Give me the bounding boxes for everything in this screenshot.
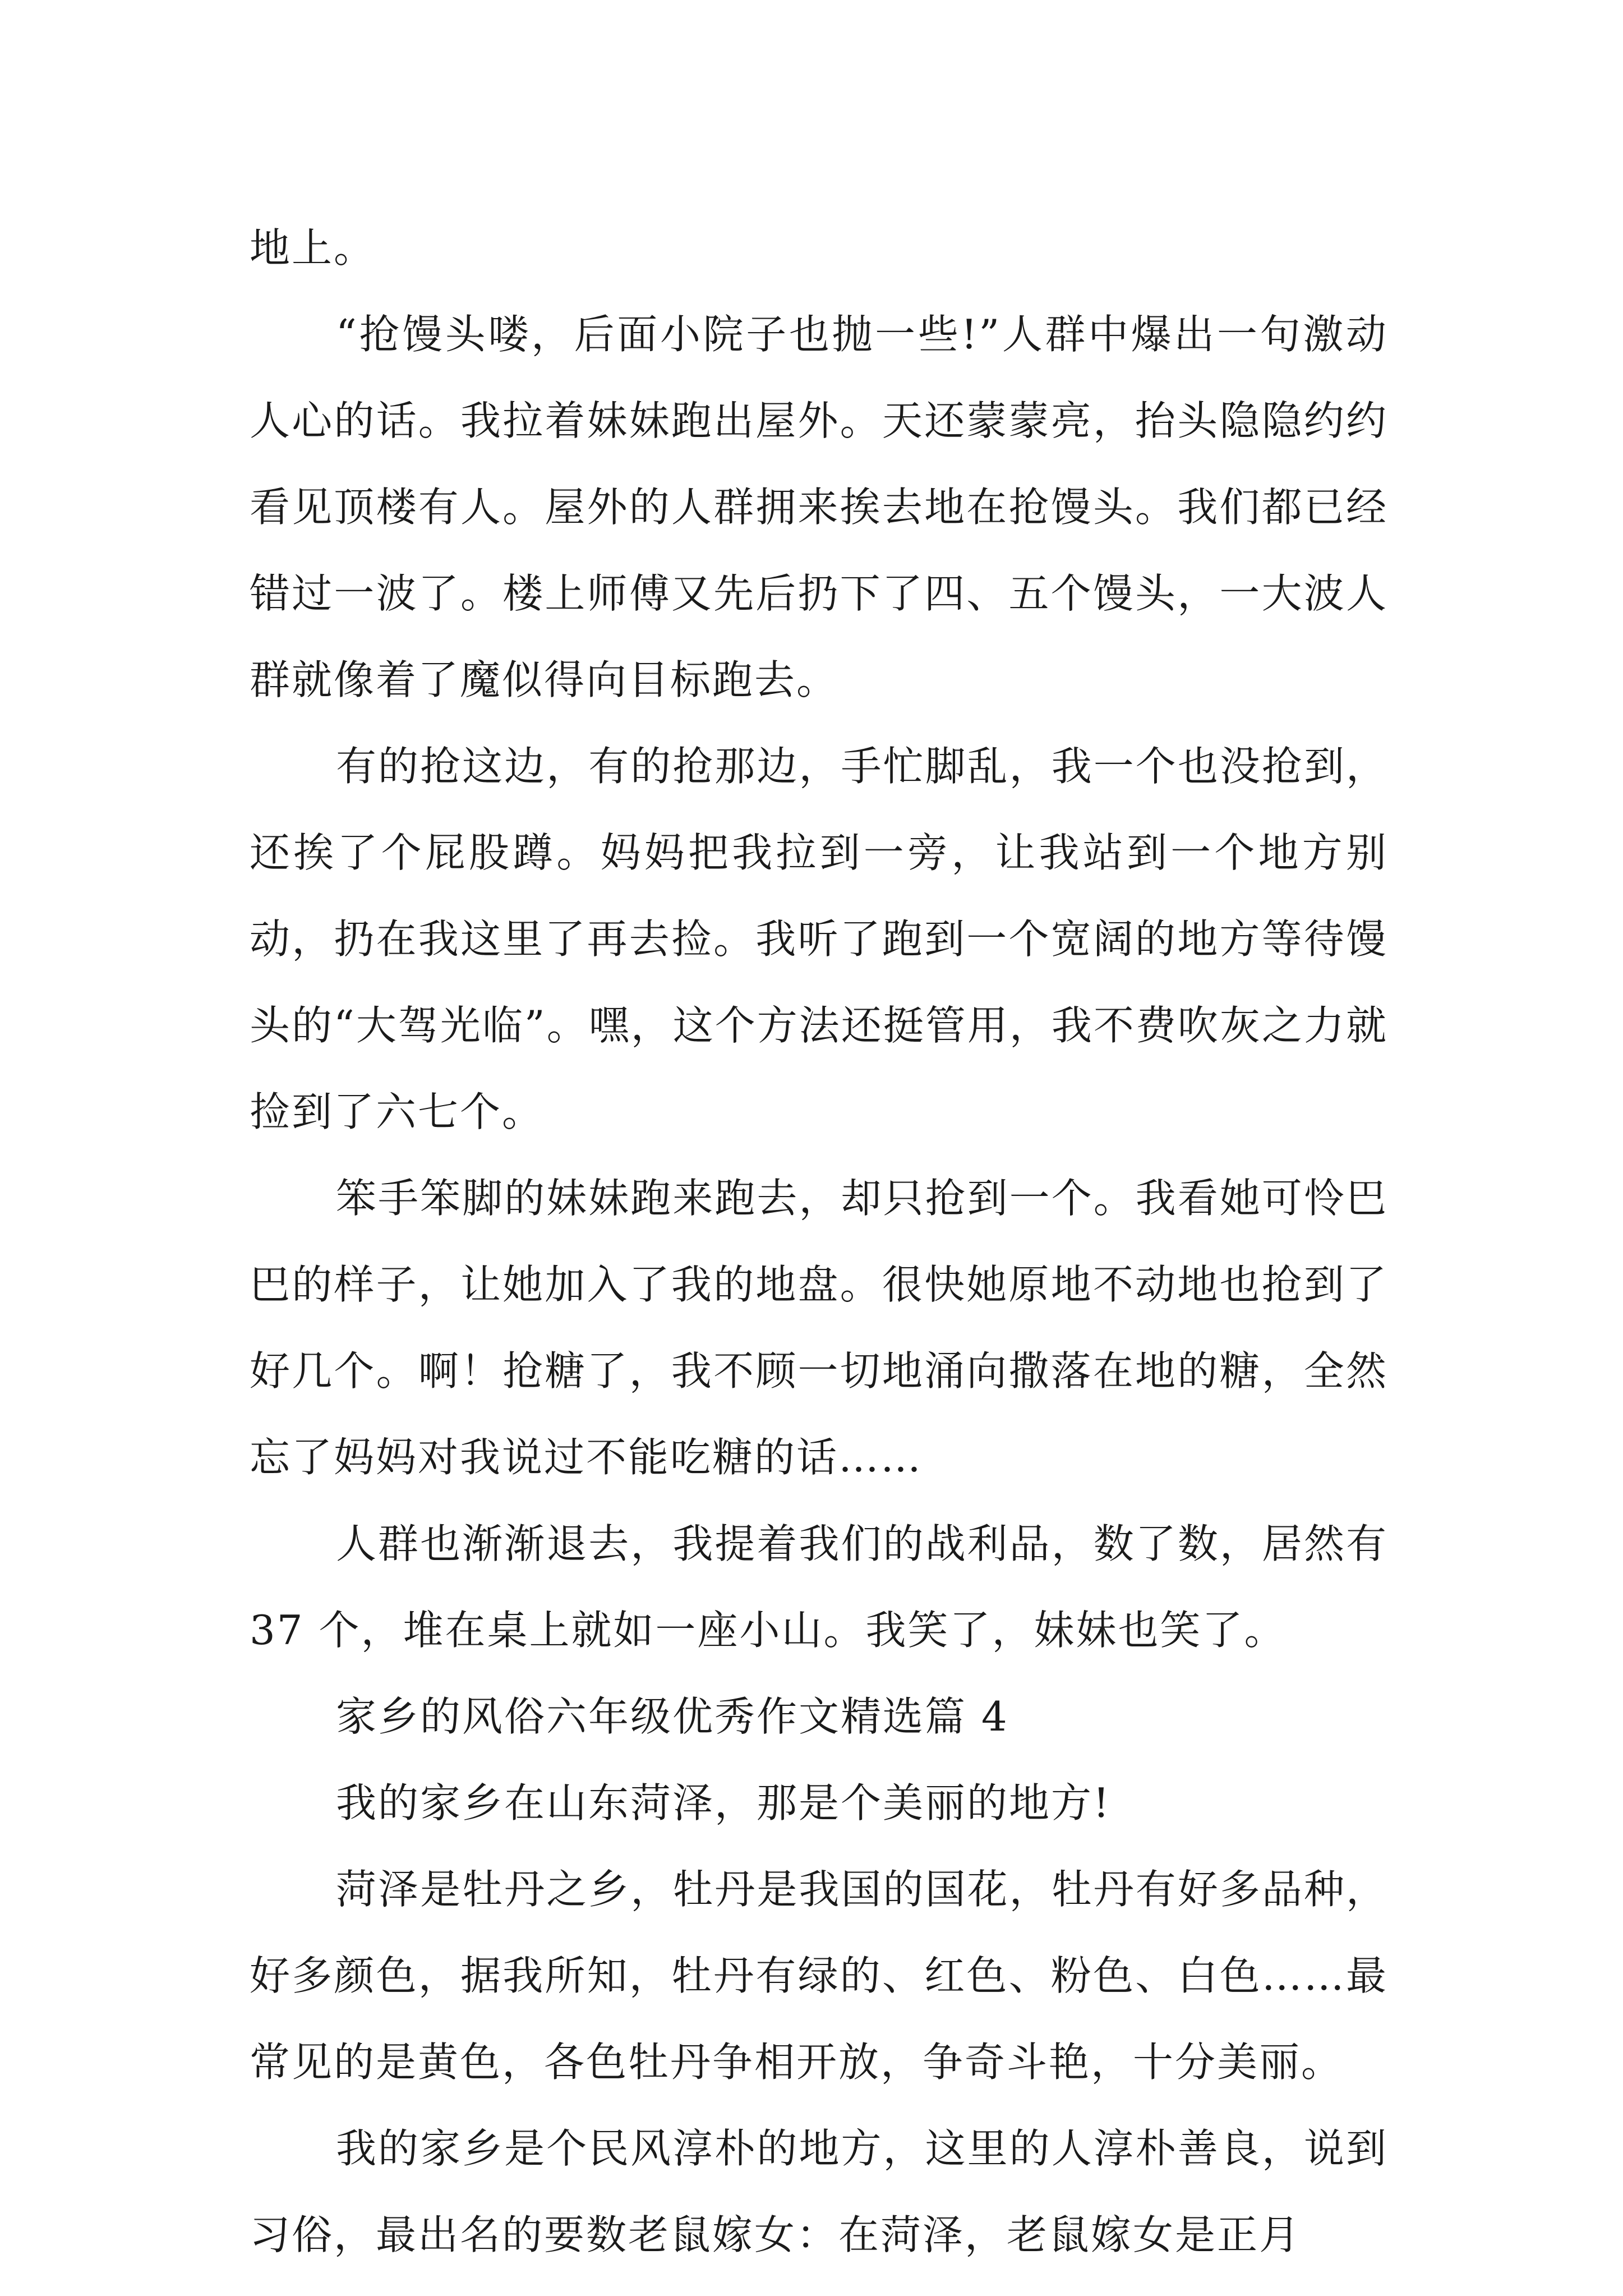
paragraph: “抢馒头喽，后面小院子也抛一些!”人群中爆出一句激动人心的话。我拉着妹妹跑出屋外。天还蒙蒙亮，抬头隐隐约约看见顶楼有人。屋外的人群拥来挨去地在抢馒头。我们都已经错过一波了。楼上师傅又先后扔下了四、五个馒头，一大波人群就像着了魔似得向目标跑去。	[250, 311, 1388, 703]
paragraph: 我的家乡在山东菏泽，那是个美丽的地方!	[336, 1779, 1111, 1826]
paragraph: 人群也渐渐退去，我提着我们的战利品，数了数，居然有 37 个，堆在桌上就如一座小山。我笑了，妹妹也笑了。	[250, 1520, 1388, 1654]
section-heading: 家乡的风俗六年级优秀作文精选篇 4	[336, 1693, 1009, 1740]
paragraph: 我的家乡是个民风淳朴的地方，这里的人淳朴善良，说到习俗，最出名的要数老鼠嫁女：在菏泽，老鼠嫁女是正月	[250, 2125, 1388, 2258]
paragraph: 菏泽是牡丹之乡，牡丹是我国的国花，牡丹有好多品种，好多颜色，据我所知，牡丹有绿的、红色、粉色、白色……最常见的是黄色，各色牡丹争相开放，争奇斗艳，十分美丽。	[250, 1866, 1388, 2086]
paragraph: 笨手笨脚的妹妹跑来跑去，却只抢到一个。我看她可怜巴巴的样子，让她加入了我的地盘。很快她原地不动地也抢到了好几个。啊！抢糖了，我不顾一切地涌向撒落在地的糖，全然忘了妈妈对我说过不能吃糖的话……	[250, 1175, 1388, 1481]
paragraph: 有的抢这边，有的抢那边，手忙脚乱，我一个也没抢到，还挨了个屁股蹲。妈妈把我拉到一旁，让我站到一个地方别动，扔在我这里了再去捡。我听了跑到一个宽阔的地方等待馒头的“大驾光临”。嘿，这个方法还挺管用，我不费吹灰之力就捡到了六七个。	[250, 743, 1388, 1135]
paragraph-continuation: 地上。	[250, 224, 376, 272]
essay-text	[250, 205, 1388, 2278]
